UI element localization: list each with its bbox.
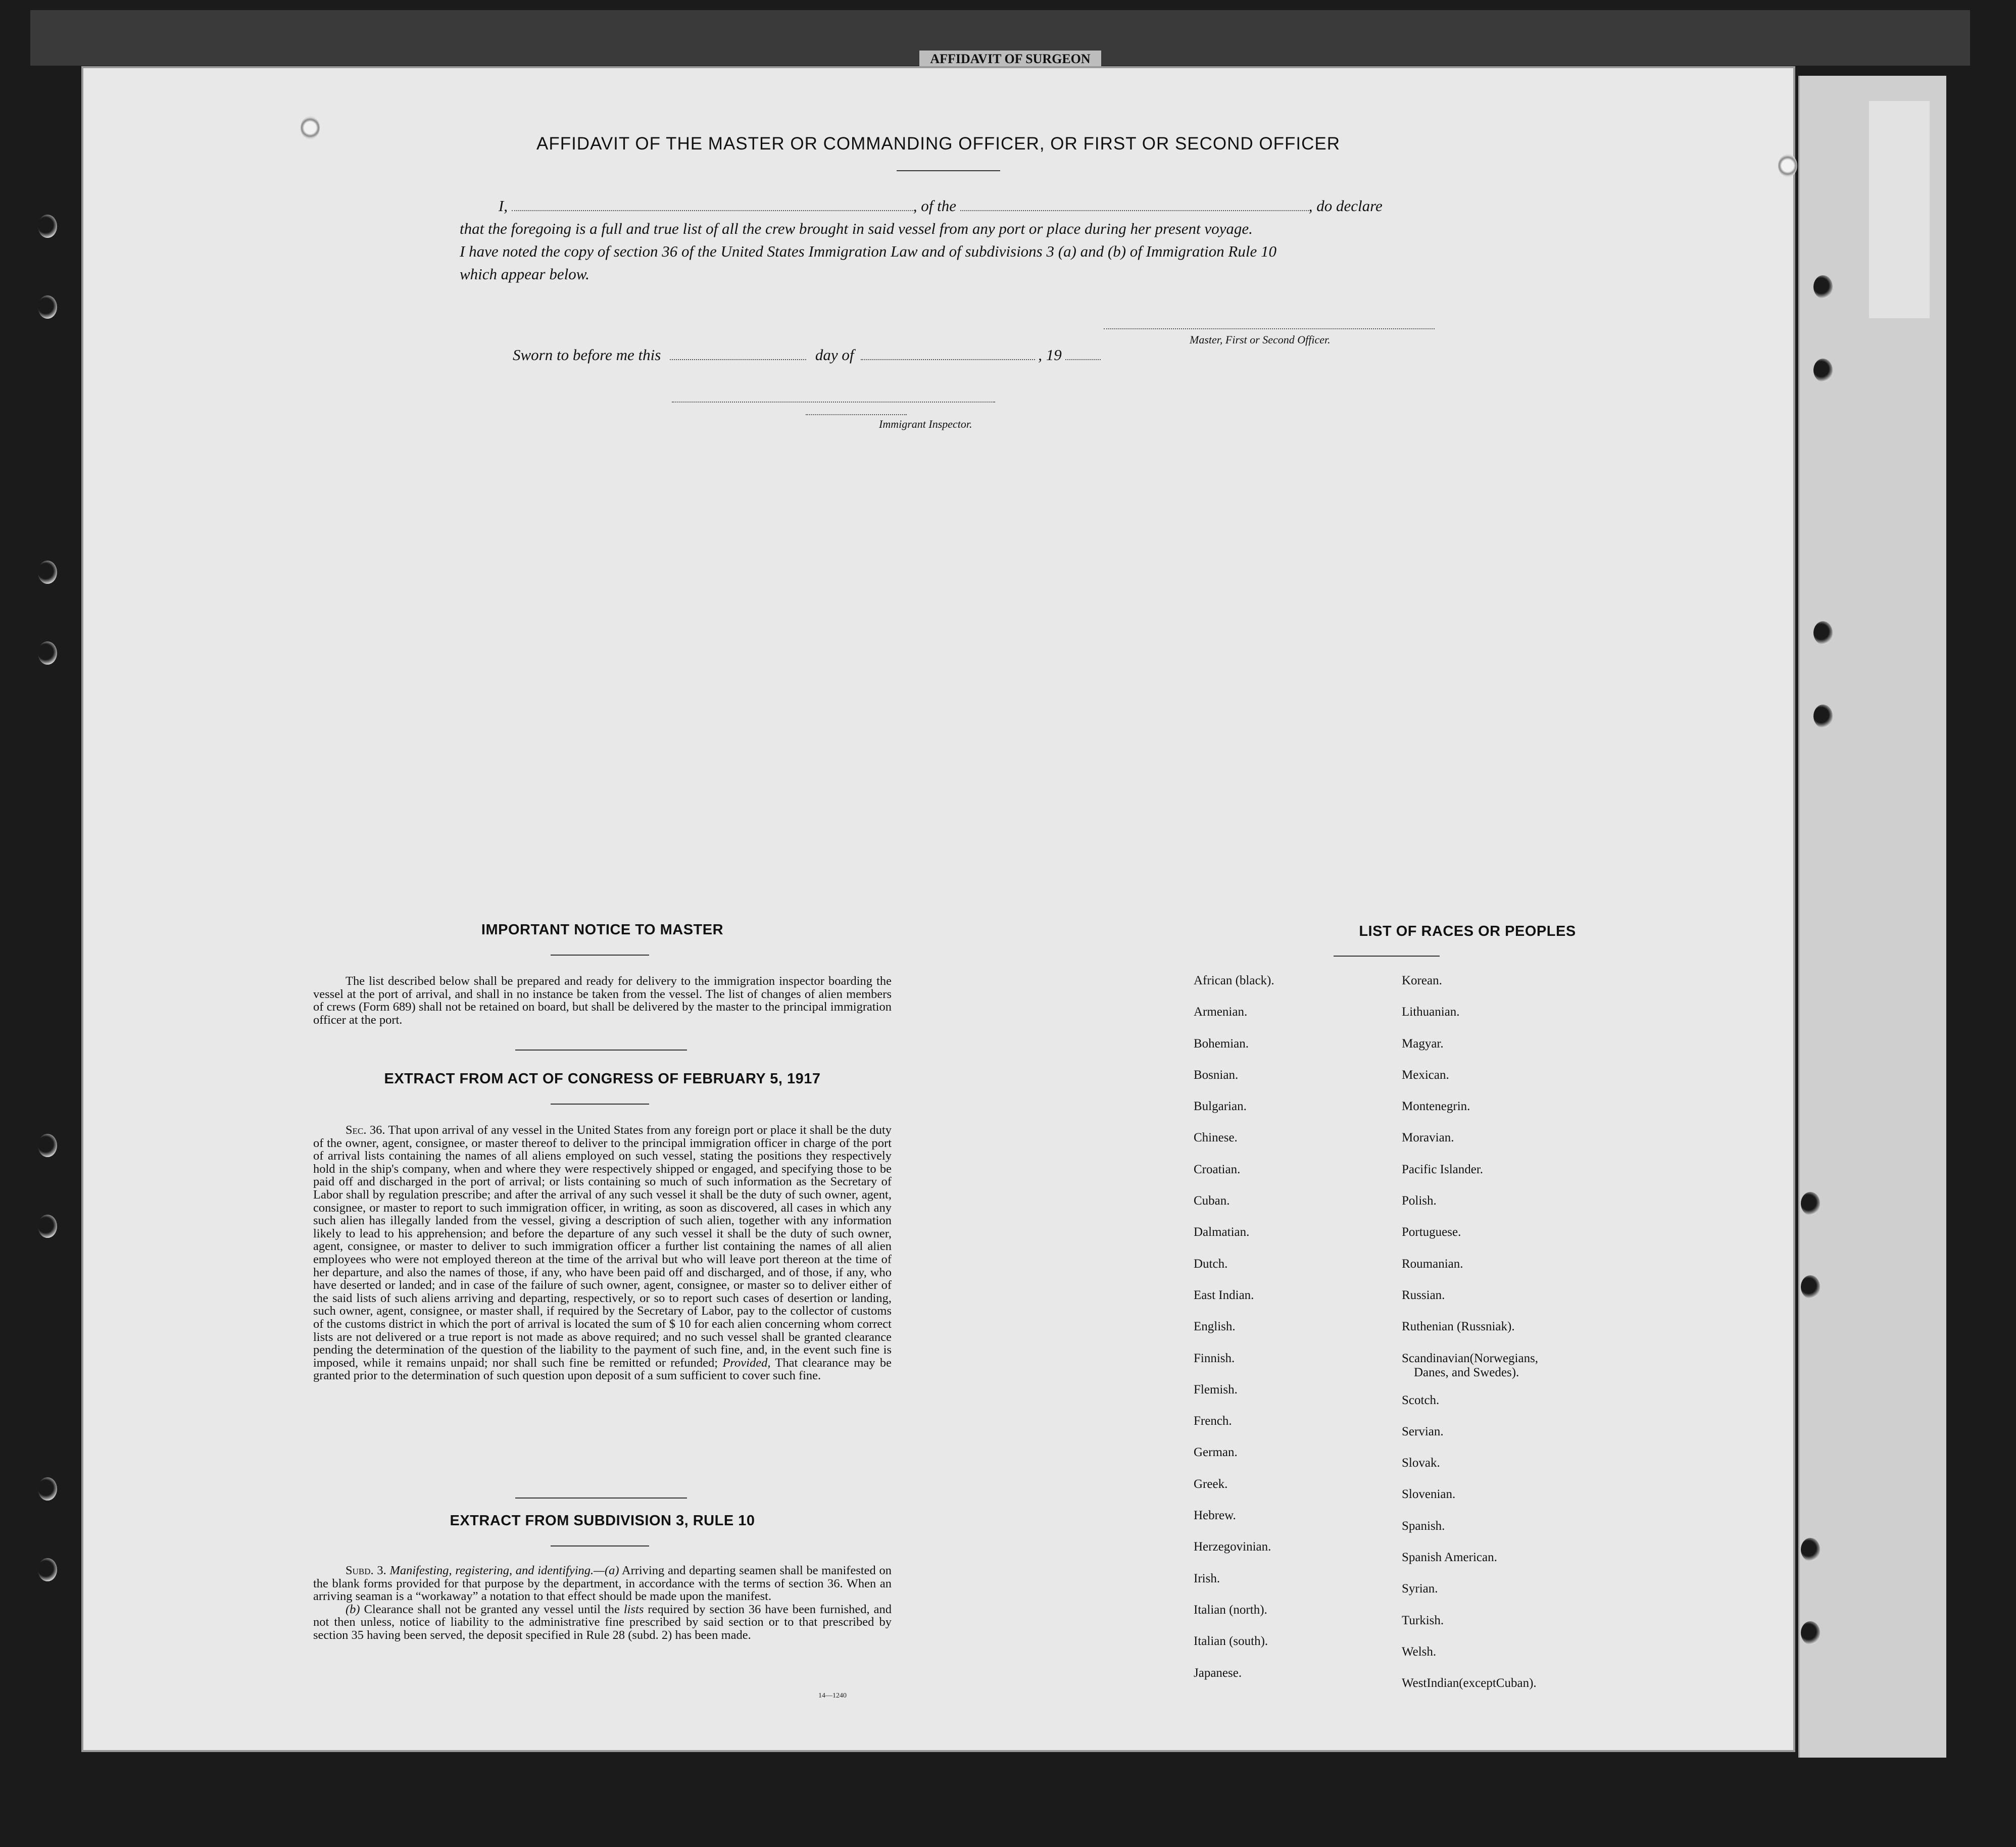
punch-hole — [38, 1477, 57, 1501]
punch-hole — [1778, 154, 1797, 177]
declaration-line-1 — [460, 194, 1435, 217]
race-item: Spanish American. — [1402, 1551, 1497, 1565]
race-item: German. — [1194, 1445, 1238, 1460]
race-item: Chinese. — [1194, 1131, 1238, 1145]
master-signature-line — [1104, 328, 1435, 329]
punch-hole — [38, 295, 57, 319]
title-rule — [897, 170, 1000, 171]
punch-hole — [1801, 1275, 1820, 1299]
race-item: Hebrew. — [1194, 1509, 1236, 1523]
race-item: Scandinavian(Norwegians, — [1402, 1351, 1539, 1365]
race-item: Dutch. — [1194, 1257, 1228, 1271]
rule-rule — [551, 1545, 649, 1546]
strip-title: AFFIDAVIT OF SURGEON — [919, 51, 1101, 68]
races-rule — [1334, 956, 1440, 957]
punch-hole — [1813, 621, 1833, 644]
act-bottom-rule — [515, 1497, 687, 1499]
punch-hole — [1813, 705, 1833, 728]
act-paragraph — [313, 1124, 892, 1382]
rule-text-b2: required by section 36 have been furnished, and not then unless, notice of liability to the administrative fine prescribed by said section or to that prescribed by section 35 having been served, the deposit specified in Rule 28 (subd. 2) has been made. — [313, 1602, 892, 1642]
race-item: East Indian. — [1194, 1288, 1254, 1302]
race-item: Mexican. — [1402, 1068, 1449, 1082]
race-item: Dalmatian. — [1194, 1225, 1250, 1239]
race-item: Turkish. — [1402, 1613, 1444, 1627]
year-label: , 19 — [1038, 346, 1062, 364]
race-item: Bosnian. — [1194, 1068, 1239, 1082]
race-item: Finnish. — [1194, 1351, 1235, 1365]
form-number: 14—1240 — [818, 1692, 847, 1700]
punch-hole — [1813, 275, 1833, 298]
race-item: African (black). — [1194, 974, 1274, 987]
notice-paragraph: The list described below shall be prepared and ready for delivery to the immigration inspector boarding the vessel at the port of arrival, and shall in no instance be taken from the vessel. The list of changes of alien members of crews (Form 689) shall not be retained on board, but shall be delivered by the master to the principal immigration officer at the port. — [313, 974, 892, 1027]
race-item: Italian (south). — [1194, 1634, 1268, 1649]
punch-hole — [38, 215, 57, 238]
race-item: Pacific Islander. — [1402, 1162, 1484, 1176]
race-item: Spanish. — [1402, 1519, 1445, 1533]
races-title: LIST OF RACES OR PEOPLES — [1359, 923, 1576, 939]
inspector-signature-line — [672, 402, 995, 403]
race-item: Italian (north). — [1194, 1603, 1267, 1617]
act-text-end: That clearance may be granted prior to the determination of such question upon deposit of a sum sufficient to cover such fine. — [313, 1356, 892, 1383]
race-item: Lithuanian. — [1402, 1005, 1460, 1019]
punch-hole — [1801, 1621, 1820, 1644]
punch-hole — [1801, 1192, 1820, 1215]
affidavit-title: AFFIDAVIT OF THE MASTER OR COMMANDING OFFICER, OR FIRST OR SECOND OFFICER — [536, 134, 1341, 154]
punch-hole — [38, 1134, 57, 1157]
race-item: English. — [1194, 1320, 1236, 1334]
race-item: Syrian. — [1402, 1582, 1438, 1596]
race-item: Slovenian. — [1402, 1487, 1456, 1502]
sworn-line — [513, 345, 1101, 364]
punch-hole — [38, 561, 57, 584]
race-item: Roumanian. — [1402, 1257, 1463, 1271]
race-item: WestIndian(exceptCuban). — [1402, 1676, 1537, 1690]
race-item: Cuban. — [1194, 1194, 1230, 1208]
rule-title: EXTRACT FROM SUBDIVISION 3, RULE 10 — [450, 1513, 755, 1529]
race-item: Bohemian. — [1194, 1036, 1249, 1051]
rule-paragraph-b — [313, 1603, 892, 1642]
race-item: Japanese. — [1194, 1666, 1242, 1680]
race-item: Croatian. — [1194, 1162, 1241, 1176]
sworn-label: Sworn to before me this — [513, 346, 661, 364]
act-text — [313, 1124, 892, 1382]
document-page — [83, 68, 1793, 1750]
do-declare-label: , do declare — [1308, 197, 1383, 215]
race-item: Korean. — [1402, 974, 1442, 987]
rule-text — [313, 1564, 892, 1642]
race-item: Montenegrin. — [1402, 1100, 1470, 1114]
act-title: EXTRACT FROM ACT OF CONGRESS OF FEBRUARY 5, 1917 — [384, 1071, 821, 1087]
subd-label: Subd. 3. — [346, 1564, 386, 1577]
race-item: Herzegovinian. — [1194, 1540, 1271, 1554]
race-item: Flemish. — [1194, 1382, 1238, 1396]
declaration — [460, 194, 1435, 285]
underlying-sheet-tab — [1869, 101, 1930, 318]
races-left-column — [1194, 974, 1274, 1698]
rule-text-a: Arriving and departing seamen shall be manifested on the blank forms provided for that purpose by the department, in accordance with the terms of section 36. When an arriving seaman is a “workaway” a notation to that effect should be made upon the manifest. — [313, 1564, 892, 1604]
race-item: Greek. — [1194, 1477, 1228, 1491]
declaration-line-2: that the foregoing is a full and true list of all the crew brought in said vessel from any port or place during her present voyage. — [460, 220, 1253, 237]
punch-hole — [38, 1558, 57, 1581]
act-rule — [551, 1104, 649, 1105]
race-item: Magyar. — [1402, 1036, 1444, 1051]
race-item: Welsh. — [1402, 1644, 1437, 1659]
year-blank — [1065, 345, 1101, 360]
i-label: I, — [498, 197, 508, 215]
race-item: Ruthenian (Russniak). — [1402, 1320, 1515, 1334]
day-blank — [670, 345, 806, 360]
declaration-line-4: which appear below. — [460, 265, 589, 283]
race-item: Moravian. — [1402, 1131, 1454, 1145]
notice-bottom-rule — [515, 1050, 687, 1051]
master-label: Master, First or Second Officer. — [1190, 333, 1331, 346]
race-item: Scotch. — [1402, 1393, 1440, 1407]
race-item: Danes, and Swedes). — [1414, 1365, 1519, 1379]
vessel-blank — [960, 196, 1309, 211]
act-text-main: That upon arrival of any vessel in the United States from any foreign port or place it shall be the duty of the owner, agent, consignee, or master thereof to deliver to the principal immigration officer in charge of the port of arrival lists containing the names of all aliens employed on such vessel, stating the positions they respectively hold in the ship's company, when and where they were respectively shipped or engaged, and specifying those to be paid off and discharged in the port of arrival; or lists containing so much of such information as the Secretary of Labor shall by regulation prescribe; and after the arrival of any such vessel it shall be the duty of such owner, agent, consignee, or master to report to such immigration officer, in writing, as soon as discovered, all cases in which any such alien has illegally landed from the vessel, giving a description of such alien, together with any information likely to lead to his apprehension; and before the departure of any such vessel it shall be the duty of such owner, agent, consignee, or master to deliver to such immigration officer a further list containing the names of all alien employees who were not employed thereon at the time of the arrival but who will leave port thereon at the time of her departure, and also the names of those, if any, who have been paid off and discharged, and of those, if any, who have deserted or landed; and in case of the failure of such owner, agent, consignee, or master so to deliver either of the said lists of such aliens arriving and departing, respectively, or so to report such cases of desertion or landing, such owner, agent, consignee, or master shall, if required by the Secretary of Labor, pay to the collector of customs of the customs district in which the port of arrival is located the sum of $ 10 for each alien concerning whom correct lists are not delivered or a true report is not made as above required; and no such vessel shall be granted clearance pending the determination of the question of the liability to the payment of such fine, and, in the event such fine is imposed, while it remains unpaid; nor shall such fine be remitted or refunded; — [313, 1123, 892, 1370]
underlying-sheet — [1798, 76, 1946, 1758]
race-item: Servian. — [1402, 1424, 1444, 1438]
sec-label: Sec. 36. — [346, 1123, 385, 1137]
rule-text-b1: Clearance shall not be granted any vessel until the — [364, 1602, 620, 1616]
race-item: Irish. — [1194, 1571, 1220, 1585]
race-item: Armenian. — [1194, 1005, 1248, 1019]
punch-hole — [1801, 1538, 1820, 1561]
race-item: Portuguese. — [1402, 1225, 1461, 1239]
name-blank — [512, 196, 913, 211]
race-item: Polish. — [1402, 1194, 1437, 1208]
month-blank — [861, 345, 1035, 360]
punch-hole — [38, 1215, 57, 1238]
rule-paragraph-a — [313, 1564, 892, 1603]
rule-heading: Manifesting, registering, and identifying.—(a) — [389, 1564, 619, 1577]
punch-hole — [38, 641, 57, 665]
punch-hole — [1813, 359, 1833, 382]
of-the-label: , of the — [913, 197, 956, 215]
race-item: Bulgarian. — [1194, 1100, 1247, 1114]
day-of-label: day of — [815, 346, 854, 364]
races-right-column — [1402, 974, 1538, 1708]
race-item: Russian. — [1402, 1288, 1445, 1302]
inspector-label: Immigrant Inspector. — [879, 418, 972, 430]
provided-label: Provided, — [722, 1356, 771, 1370]
notice-rule — [551, 955, 649, 956]
race-item: Slovak. — [1402, 1456, 1440, 1470]
declaration-line-3: I have noted the copy of section 36 of the United States Immigration Law and of subdivisions 3 (a) and (b) of Immigration Rule 10 — [460, 242, 1276, 260]
b-label: (b) — [346, 1602, 360, 1616]
race-item: French. — [1194, 1414, 1232, 1428]
notice-text — [313, 975, 892, 1026]
lists-word: lists — [623, 1602, 644, 1616]
notice-title: IMPORTANT NOTICE TO MASTER — [481, 922, 724, 938]
inspector-signature-line-2 — [806, 414, 907, 415]
